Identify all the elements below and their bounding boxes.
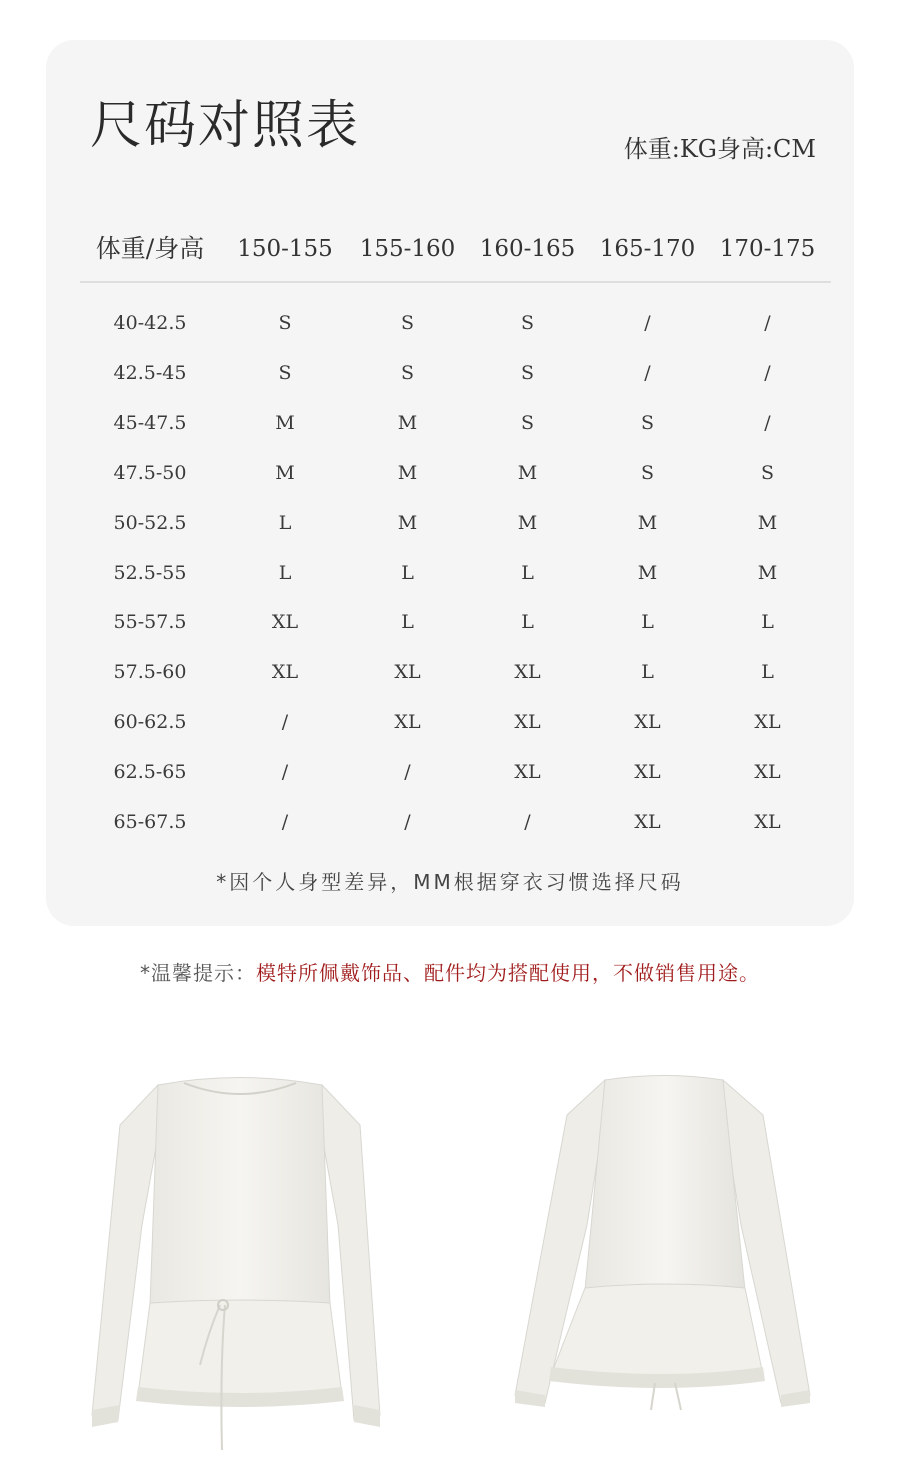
- tip-text: 模特所佩戴饰品、配件均为搭配使用，不做销售用途。: [256, 961, 760, 985]
- garment-front-illustration: [80, 1065, 400, 1455]
- size-cell: S: [400, 361, 415, 384]
- size-cell: M: [757, 511, 778, 534]
- size-cell: L: [401, 561, 414, 584]
- table-row: [80, 303, 830, 343]
- tip-label: *温馨提示：: [140, 961, 256, 985]
- table-row: [80, 802, 830, 842]
- header-cell: 160-165: [479, 236, 576, 262]
- unit-note: 体重:KG身高:CM: [623, 135, 816, 163]
- size-cell: XL: [634, 761, 661, 784]
- weight-range-cell: 60-62.5: [113, 711, 187, 734]
- size-cell: S: [520, 361, 535, 384]
- table-row: [80, 553, 830, 593]
- size-cell: /: [281, 761, 289, 784]
- size-cell: /: [764, 411, 771, 434]
- header-cell: 165-170: [599, 236, 696, 262]
- size-cell: M: [757, 561, 778, 584]
- weight-range-cell: 47.5-50: [113, 461, 187, 484]
- table-row: [80, 353, 830, 393]
- weight-range-cell: 50-52.5: [113, 511, 187, 534]
- header-cell: 170-175: [719, 236, 816, 262]
- table-row: [80, 702, 830, 742]
- size-cell: L: [401, 611, 414, 634]
- size-chart-card: [46, 40, 854, 926]
- size-cell: M: [637, 561, 658, 584]
- size-cell: /: [404, 811, 411, 833]
- size-cell: XL: [271, 611, 299, 634]
- table-row: [80, 752, 830, 792]
- size-cell: XL: [514, 761, 541, 784]
- size-cell: S: [760, 461, 775, 484]
- size-cell: L: [761, 661, 774, 684]
- weight-range-cell: 65-67.5: [113, 811, 187, 833]
- size-cell: XL: [634, 711, 661, 734]
- size-cell: S: [520, 411, 535, 434]
- size-cell: S: [640, 411, 655, 434]
- size-cell: XL: [394, 661, 421, 684]
- weight-range-cell: 52.5-55: [113, 561, 187, 584]
- size-cell: L: [278, 511, 292, 534]
- header-cell: 150-155: [237, 236, 333, 262]
- fit-note: *因个人身型差异，MM根据穿衣习惯选择尺码: [216, 870, 684, 894]
- size-cell: L: [641, 661, 654, 684]
- size-cell: M: [275, 461, 295, 484]
- table-row: [80, 503, 830, 543]
- weight-range-cell: 45-47.5: [113, 411, 187, 434]
- size-cell: S: [520, 312, 535, 334]
- table-row: [80, 403, 830, 443]
- size-cell: /: [644, 312, 651, 334]
- size-cell: L: [761, 611, 774, 634]
- size-cell: M: [517, 511, 538, 534]
- size-cell: /: [404, 761, 411, 784]
- size-cell: M: [637, 511, 658, 534]
- size-cell: S: [278, 312, 292, 334]
- weight-range-cell: 42.5-45: [113, 361, 187, 384]
- weight-range-cell: 57.5-60: [113, 661, 187, 684]
- size-cell: M: [397, 461, 418, 484]
- header-cell: 体重/身高: [95, 234, 205, 263]
- size-cell: /: [764, 312, 771, 334]
- size-cell: S: [278, 361, 292, 384]
- size-cell: /: [524, 811, 531, 833]
- size-cell: XL: [394, 711, 421, 734]
- table-row: [80, 453, 830, 493]
- size-cell: XL: [754, 711, 781, 734]
- size-cell: L: [278, 561, 292, 584]
- size-cell: XL: [514, 711, 541, 734]
- size-cell: M: [397, 511, 418, 534]
- size-cell: XL: [634, 811, 661, 833]
- size-cell: S: [640, 461, 655, 484]
- garment-back-image: [505, 1065, 825, 1455]
- size-cell: /: [764, 361, 771, 384]
- size-cell: M: [397, 411, 418, 434]
- size-cell: XL: [754, 761, 781, 784]
- tip-line: [0, 957, 900, 986]
- size-cell: XL: [271, 661, 299, 684]
- size-cell: XL: [754, 811, 781, 833]
- size-cell: /: [644, 361, 651, 384]
- garment-front-image: [80, 1065, 400, 1455]
- weight-range-cell: 62.5-65: [113, 761, 187, 784]
- table-row: [80, 652, 830, 692]
- size-cell: L: [521, 611, 534, 634]
- weight-range-cell: 40-42.5: [113, 312, 187, 334]
- header-cell: 155-160: [359, 236, 456, 262]
- size-cell: M: [275, 411, 295, 434]
- size-cell: S: [400, 312, 415, 334]
- page-title: 尺码对照表: [90, 96, 361, 156]
- table-header-row: [80, 229, 830, 269]
- weight-range-cell: 55-57.5: [113, 611, 187, 634]
- size-cell: M: [517, 461, 538, 484]
- table-row: [80, 602, 830, 642]
- size-cell: /: [281, 811, 289, 833]
- header-divider: [80, 281, 831, 283]
- garment-back-illustration: [505, 1065, 825, 1455]
- size-cell: L: [641, 611, 654, 634]
- size-cell: L: [521, 561, 534, 584]
- size-cell: /: [281, 711, 289, 734]
- size-cell: XL: [514, 661, 541, 684]
